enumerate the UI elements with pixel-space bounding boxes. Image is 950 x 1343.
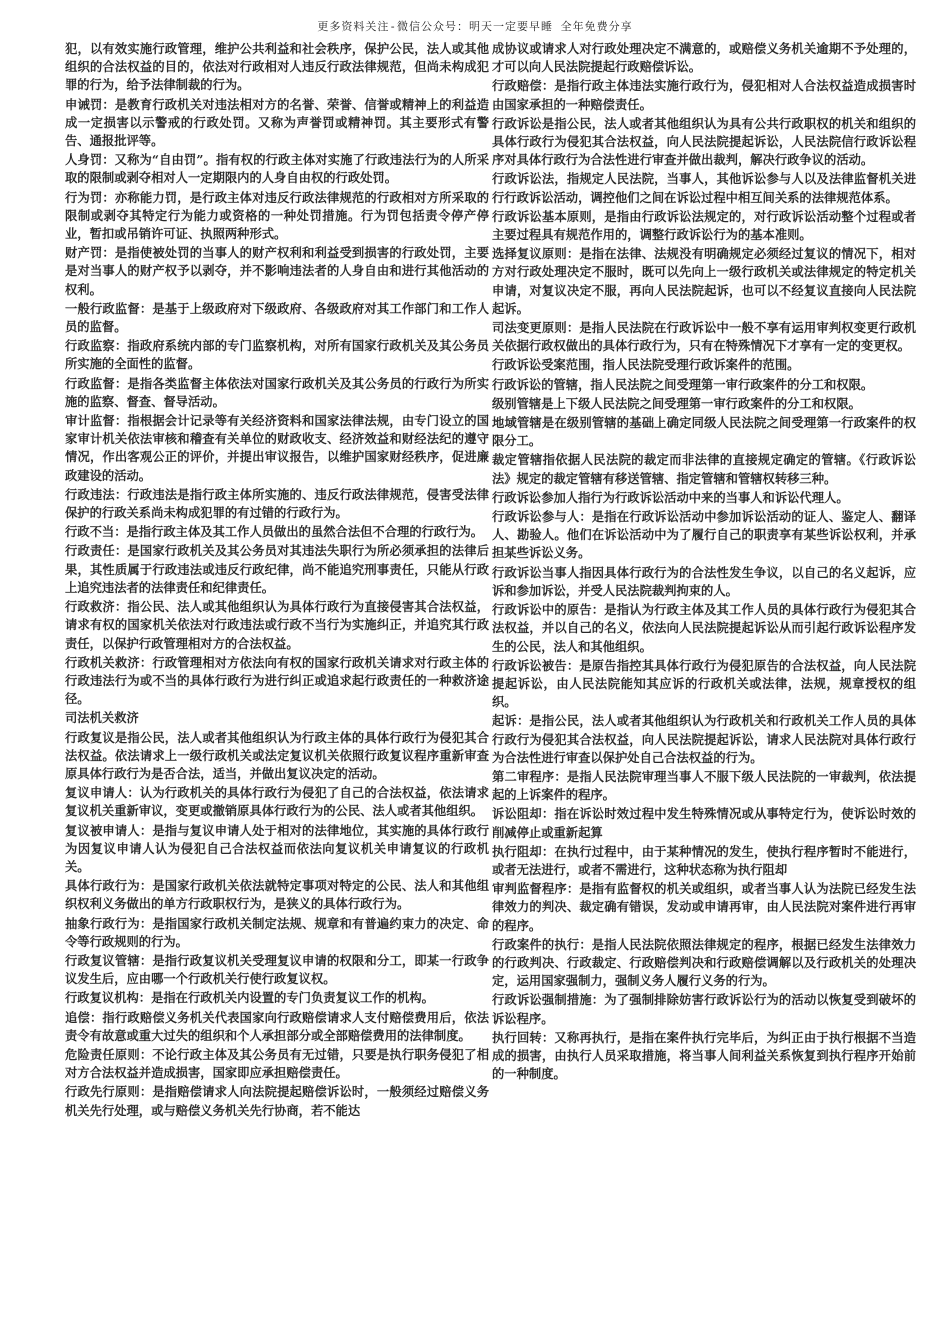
paragraph: 行政机关救济：行政管理相对方依法向有权的国家行政机关请求对行政主体的行政违法行为或不当的具体行政行为进行纠正或追求起行政责任的一种救济途径。	[65, 654, 489, 707]
paragraph: 行政诉讼当事人指因具体行政行为的合法性发生争议，以自己的名义起诉，应诉和参加诉讼，并受人民法院裁判拘束的人。	[492, 564, 916, 598]
paragraph: 行政案件的执行：是指人民法院依照法律规定的程序，根据已经发生法律效力的行政判决、行政裁定、行政赔偿判决和行政赔偿调解以及行政机关的处理决定，运用国家强制力，强制义务人履行义务的行为。	[492, 936, 916, 989]
paragraph: 行政诉讼是指公民，法人或者其他组织认为具有公共行政职权的机关和组织的具体行政行为侵犯其合法权益，向人民法院提起诉讼，人民法院信行政诉讼程序对具体行政行为合法性进行审查并做出裁判，解决行政争议的活动。	[492, 115, 916, 168]
paragraph: 审判监督程序：是指有监督权的机关或组织，或者当事人认为法院已经发生法律效力的判决、裁定确有错误，发动或申请再审，由人民法院对案件进行再审的程序。	[492, 881, 916, 933]
paragraph: 财产罚：是指使被处罚的当事人的财产权利和利益受到损害的行政处罚，主要是对当事人的财产权予以剥夺，并不影响违法者的人身自由和进行其他活动的权利。	[65, 245, 489, 297]
paragraph: 行政诉讼基本原则，是指由行政诉讼法规定的，对行政诉讼活动整个过程或者主要过程具有规范作用的，调整行政诉讼行为的基本准则。	[492, 208, 916, 243]
paragraph: 地域管辖是在级别管辖的基础上确定同级人民法院之间受理第一行政案件的权限分工。	[492, 415, 916, 449]
paragraph: 人身罚：又称为“自由罚”。指有权的行政主体对实施了行政违法行为的人所采取的限制或剥夺相对人一定期限内的人身自由权的行政处罚。	[65, 152, 489, 186]
paragraph: 审计监督：指根据会计记录等有关经济资料和国家法律法规，由专门设立的国家审计机关依法审核和稽查有关单位的财政收支、经济效益和财经法纪的遵守情况，作出客观公正的评价，并提出审议报告，以维护国家财经秩序，促进廉政建设的活动。	[65, 413, 489, 483]
paragraph: 行政诉讼强制措施：为了强制排除妨害行政诉讼行为的活动以恢复受到破坏的诉讼程序。	[492, 992, 916, 1026]
paragraph: 成协议或请求人对行政处理决定不满意的，或赔偿义务机关逾期不予处理的，才可以向人民法院提起行政赔偿诉讼。	[492, 41, 916, 75]
paragraph: 行政监察：指政府系统内部的专门监察机构，对所有国家行政机关及其公务员所实施的全面性的监督。	[65, 338, 489, 372]
paragraph: 执行回转：又称再执行，是指在案件执行完毕后，为纠正由于执行根据不当造成的损害，由执行人员采取措施，将当事人间利益关系恢复到执行程序开始前的一种制度。	[492, 1029, 916, 1082]
paragraph: 司法变更原则：是指人民法院在行政诉讼中一般不享有运用审判权变更行政机关依据行政权做出的具体行政行为，只有在特殊情况下才享有一定的变更权。	[492, 320, 916, 354]
paragraph: 行政复议机构：是指在行政机关内设置的专门负责复议工作的机构。	[65, 990, 434, 1006]
paragraph: 申诫罚：是教育行政机关对违法相对方的名誉、荣誉、信誉或精神上的利益造成一定损害以示警戒的行政处罚。又称为声誉罚或精神罚。其主要形式有警告、通报批评等。	[65, 96, 489, 149]
paragraph: 行政复议管辖：是指行政复议机关受理复议申请的权限和分工，即某一行政争议发生后，应由哪一个行政机关行使行政复议权。	[65, 952, 489, 987]
paragraph: 行政复议是指公民，法人或者其他组织认为行政主体的具体行政行为侵犯其合法权益。依法请求上一级行政机关或法定复议机关依照行政复议程序重新审查原具体行政行为是否合法，适当，并做出复议决定的活动。	[65, 729, 489, 781]
paragraph: 危险责任原则：不论行政主体及其公务员有无过错，只要是执行职务侵犯了相对方合法权益并造成损害，国家即应承担赔偿责任。	[65, 1046, 489, 1081]
paragraph: 选择复议原则：是指在法律、法规没有明确规定必须经过复议的情况下，相对方对行政处理决定不服时，既可以先向上一级行政机关或法律规定的特定机关申请，对复议决定不服，再向人民法院起诉，也可以不经复议直接向人民法院起诉。	[492, 246, 916, 316]
paragraph: 复议申请人：认为行政机关的具体行政行为侵犯了自己的合法权益，依法请求复议机关重新审议，变更或撤销原具体行政行为的公民、法人或者其他组织。	[65, 785, 489, 819]
paragraph: 行政诉讼的管辖，指人民法院之间受理第一审行政案件的分工和权限。	[492, 376, 874, 392]
paragraph: 行政诉讼被告：是原告指控其具体行政行为侵犯原告的合法权益，向人民法院提起诉讼，由人民法院能知其应诉的行政机关或法律，法规，规章授权的组织。	[492, 657, 916, 710]
paragraph: 抽象行政行为：是指国家行政机关制定法规、规章和有普遍约束力的决定、命令等行政规则的行为。	[65, 915, 489, 949]
paragraph: 行政救济：指公民、法人或其他组织认为具体行政行为直接侵害其合法权益，请求有权的国家机关依法对行政违法或行政不当行为实施纠正，并追究其行政责任，以保护行政管理相对方的合法权益。	[65, 599, 489, 651]
paragraph: 执行阻却：在执行过程中，由于某种情况的发生，使执行程序暂时不能进行，或者无法进行，或者不需进行，这种状态称为执行阻却	[492, 843, 916, 877]
paragraph: 行政诉讼参与人：是指在行政诉讼活动中参加诉讼活动的证人、鉴定人、翻译人、勘验人。他们在诉讼活动中为了履行自己的职责享有某些诉讼权利，并承担某些诉讼义务。	[492, 509, 916, 561]
paragraph: 第二审程序：是指人民法院审理当事人不服下级人民法院的一审裁判，依法提起的上诉案件的程序。	[492, 768, 916, 803]
left-column	[65, 40, 489, 1313]
right-column	[492, 40, 916, 1313]
paragraph: 行政诉讼中的原告：是指认为行政主体及其工作人员的具体行政行为侵犯其合法权益，并以自己的名义，依法向人民法院提起诉讼从而引起行政诉讼程序发生的公民，法人和其他组织。	[492, 602, 916, 654]
paragraph: 司法机关救济	[65, 710, 139, 726]
paragraph: 诉讼阻却：指在诉讼时效过程中发生特殊情况或从事特定行为，使诉讼时效的削减停止或重新起算	[492, 806, 916, 840]
paragraph: 行政诉讼受案范围，指人民法院受理行政诉案件的范围。	[492, 357, 800, 373]
paragraph: 复议被申请人：是指与复议申请人处于相对的法律地位，其实施的具体行政行为因复议申请人认为侵犯自己合法权益而依法向复议机关申请复议的行政机关。	[65, 822, 489, 874]
paragraph: 行政诉讼法，指规定人民法院，当事人，其他诉讼参与人以及法律监督机关进行行政诉讼活动，调控他们之间在诉讼过程中相互间关系的法律规范体系。	[492, 171, 916, 205]
paragraph: 行政责任：是国家行政机关及其公务员对其违法失职行为所必须承担的法律后果，其性质属于行政违法或违反行政纪律，尚不能追究刑事责任，只能从行政上追究违法者的法律责任和纪律责任。	[65, 543, 489, 595]
paragraph: 具体行政行为：是国家行政机关依法就特定事项对特定的公民、法人和其他组织权利义务做出的单方行政职权行为，是狭义的具体行政行为。	[65, 878, 489, 912]
paragraph: 裁定管辖指依据人民法院的裁定而非法律的直接规定确定的管辖。《行政诉讼法》规定的裁定管辖有移送管辖、指定管辖和管辖权转移三种。	[492, 452, 916, 486]
paragraph: 级别管辖是上下级人民法院之间受理第一审行政案件的分工和权限。	[492, 395, 861, 411]
paragraph: 行政监督：是指各类监督主体依法对国家行政机关及其公务员的行政行为所实施的监察、督查、督导活动。	[65, 375, 489, 409]
paragraph: 行为罚：亦称能力罚，是行政主体对违反行政法律规范的行政相对方所采取的限制或剥夺其特定行为能力或资格的一种处罚措施。行为罚包括责令停产停业，暂扣或吊销许可证、执照两种形式。	[65, 189, 489, 242]
paragraph: 起诉：是指公民，法人或者其他组织认为行政机关和行政机关工作人员的具体行政行为侵犯其合法权益，向人民法院提起诉讼，请求人民法院对具体行政行为合法性进行审查以保护处自己合法权益的行为。	[492, 713, 916, 765]
paragraph: 一般行政监督：是基于上级政府对下级政府、各级政府对其工作部门和工作人员的监督。	[65, 300, 489, 335]
paragraph: 行政先行原则：是指赔偿请求人向法院提起赔偿诉讼时，一般须经过赔偿义务机关先行处理，或与赔偿义务机关先行协商，若不能达	[65, 1084, 489, 1118]
paragraph: 行政不当：是指行政主体及其工作人员做出的虽然合法但不合理的行政行为。	[65, 524, 484, 540]
paragraph: 犯，以有效实施行政管理，维护公共利益和社会秩序，保护公民，法人或其他组织的合法权益的目的，依法对行政相对人违反行政法律规范，但尚未构成犯罪的行为，给予法律制裁的行为。	[65, 41, 489, 93]
paragraph: 行政违法：行政违法是指行政主体所实施的、违反行政法律规范，侵害受法律保护的行政关系尚未构成犯罪的有过错的行政行为。	[65, 486, 489, 521]
paragraph: 行政诉讼参加人指行为行政诉讼活动中来的当事人和诉讼代理人。	[492, 489, 849, 505]
paragraph: 行政赔偿：是指行政主体违法实施行政行为，侵犯相对人合法权益造成损害时由国家承担的一种赔偿责任。	[492, 78, 916, 112]
page-header: 更多资料关注-微信公众号：明天一定要早睡 全年免费分享	[317, 20, 633, 33]
paragraph: 追偿：指行政赔偿义务机关代表国家向行政赔偿请求人支付赔偿费用后，依法责令有故意或重大过失的组织和个人承担部分或全部赔偿费用的法律制度。	[65, 1009, 489, 1043]
